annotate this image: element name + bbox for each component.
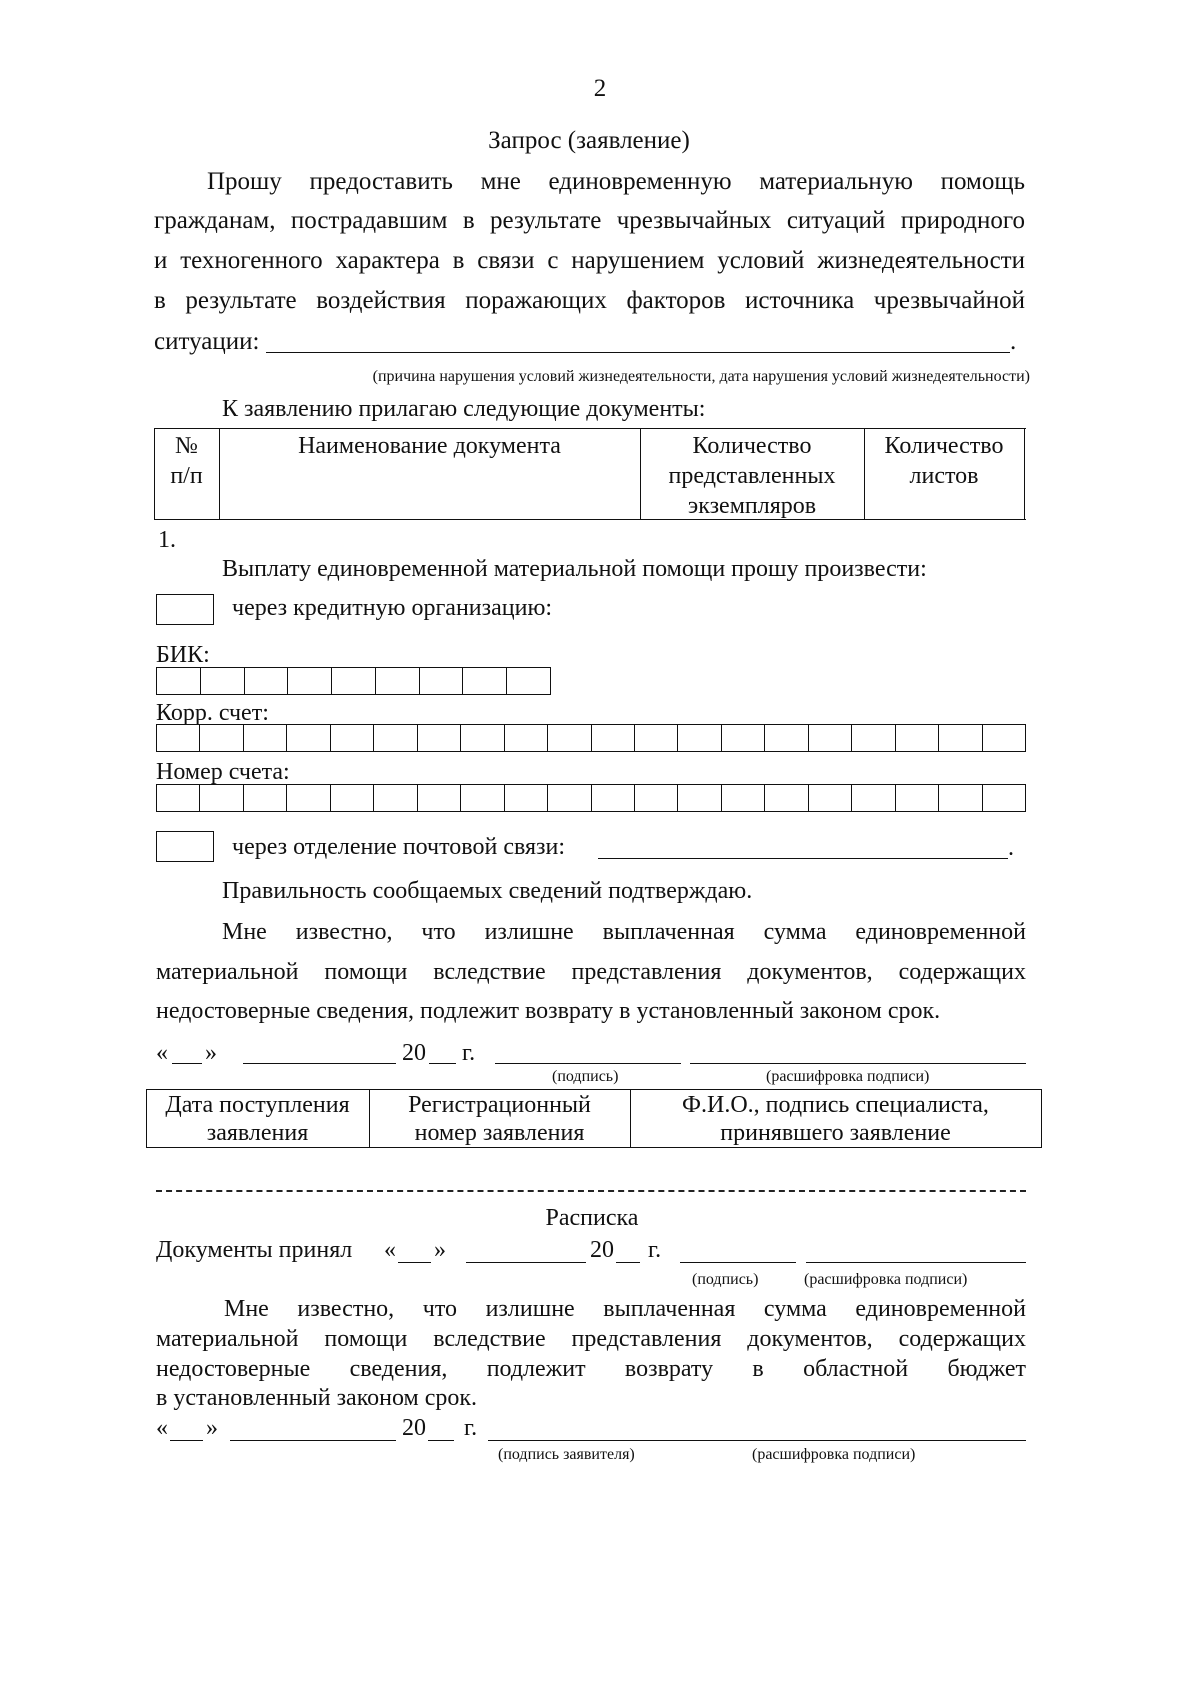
account-number-label: Номер счета: [156, 759, 290, 785]
bik-digit-cell[interactable] [420, 668, 464, 694]
account-number-digit-cell[interactable] [896, 785, 939, 811]
post-option-label: через отделение почтовой связи: [232, 834, 566, 860]
bik-digit-cell[interactable] [463, 668, 507, 694]
date-open-quote: « [156, 1040, 168, 1066]
account-number-input[interactable] [156, 784, 1026, 812]
receipt-year-input-line[interactable] [616, 1262, 640, 1263]
column-sheets-header-2: листов [909, 463, 979, 489]
corr-account-digit-cell[interactable] [765, 725, 808, 751]
column-copies-header: Количество [692, 433, 812, 459]
applicant-month-input-line[interactable] [230, 1440, 396, 1441]
signature-input-line[interactable] [495, 1063, 681, 1064]
account-number-digit-cell[interactable] [157, 785, 200, 811]
account-number-digit-cell[interactable] [635, 785, 678, 811]
corr-account-digit-cell[interactable] [418, 725, 461, 751]
date-close-quote: » [205, 1040, 217, 1066]
account-number-digit-cell[interactable] [678, 785, 721, 811]
account-number-digit-cell[interactable] [461, 785, 504, 811]
corr-account-digit-cell[interactable] [157, 725, 200, 751]
month-input-line[interactable] [243, 1063, 396, 1064]
bik-input[interactable] [156, 667, 551, 695]
cut-line [156, 1190, 1026, 1192]
corr-account-digit-cell[interactable] [461, 725, 504, 751]
bik-digit-cell[interactable] [245, 668, 289, 694]
received-date-header-2: заявления [206, 1120, 309, 1146]
account-number-digit-cell[interactable] [548, 785, 591, 811]
registration-number-header-2: номер заявления [414, 1120, 585, 1146]
registration-number-header: Регистрационный [408, 1092, 591, 1118]
received-date-header: Дата поступления [165, 1092, 350, 1118]
account-number-digit-cell[interactable] [244, 785, 287, 811]
bik-digit-cell[interactable] [507, 668, 550, 694]
intro-line-2: гражданам, пострадавшим в результате чрезвычайных ситуаций природного [154, 207, 1025, 234]
year-suffix: г. [462, 1040, 476, 1066]
receipt-date-open-quote: « [384, 1237, 396, 1263]
intro-line-4: в результате воздействия поражающих факторов источника чрезвычайной [154, 287, 1025, 314]
corr-account-digit-cell[interactable] [244, 725, 287, 751]
corr-account-digit-cell[interactable] [809, 725, 852, 751]
corr-account-digit-cell[interactable] [374, 725, 417, 751]
applicant-signature-input-line[interactable] [488, 1440, 1026, 1441]
applicant-signature-hint: (подпись заявителя) [498, 1446, 635, 1463]
warning-line-3: недостоверные сведения, подлежит возврату в установленный законом срок. [156, 998, 941, 1024]
situation-period: . [1010, 328, 1017, 355]
account-number-digit-cell[interactable] [287, 785, 330, 811]
documents-table-bottom-border [154, 519, 1026, 520]
post-office-input-line[interactable] [598, 858, 1008, 859]
first-row-number: 1. [158, 527, 176, 553]
intro-line-1: Прошу предоставить мне единовременную материальную помощь [207, 168, 1025, 195]
specialist-header-2: принявшего заявление [720, 1120, 951, 1146]
post-period: . [1008, 835, 1014, 861]
registration-table-bottom-border [146, 1147, 1042, 1148]
receipt-month-input-line[interactable] [466, 1262, 586, 1263]
year-input-line[interactable] [429, 1063, 456, 1064]
receipt-day-input-line[interactable] [398, 1262, 431, 1263]
corr-account-label: Корр. счет: [156, 700, 269, 726]
corr-account-digit-cell[interactable] [896, 725, 939, 751]
account-number-digit-cell[interactable] [592, 785, 635, 811]
applicant-year-prefix: 20 [402, 1415, 426, 1441]
account-number-digit-cell[interactable] [983, 785, 1025, 811]
account-number-digit-cell[interactable] [722, 785, 765, 811]
corr-account-digit-cell[interactable] [722, 725, 765, 751]
signature-decode-input-line[interactable] [690, 1063, 1026, 1064]
column-number-header: № [175, 433, 198, 459]
intro-line-3: и техногенного характера в связи с нарушением условий жизнедеятельности [154, 247, 1025, 274]
bik-digit-cell[interactable] [288, 668, 332, 694]
warning-line-1: Мне известно, что излишне выплаченная сумма единовременной [222, 919, 1026, 945]
receipt-warning-line-3: недостоверные сведения, подлежит возврату в областной бюджет [156, 1356, 1026, 1382]
day-input-line[interactable] [172, 1063, 202, 1064]
account-number-digit-cell[interactable] [852, 785, 895, 811]
column-document-name-header: Наименование документа [298, 433, 561, 459]
corr-account-digit-cell[interactable] [592, 725, 635, 751]
account-number-digit-cell[interactable] [418, 785, 461, 811]
column-sheets-header: Количество [884, 433, 1004, 459]
corr-account-digit-cell[interactable] [852, 725, 895, 751]
receipt-title: Расписка [545, 1205, 639, 1231]
receipt-signature-hint: (подпись) [692, 1271, 759, 1288]
corr-account-digit-cell[interactable] [287, 725, 330, 751]
account-number-digit-cell[interactable] [200, 785, 243, 811]
registration-table-top-border [146, 1089, 1042, 1090]
receipt-warning-line-4: в установленный законом срок. [156, 1385, 478, 1411]
documents-table-right-border [1024, 428, 1025, 519]
receipt-year-suffix: г. [648, 1237, 662, 1263]
decode-hint: (расшифровка подписи) [766, 1068, 930, 1085]
corr-account-digit-cell[interactable] [548, 725, 591, 751]
page-title: Запрос (заявление) [488, 127, 690, 154]
situation-hint: (причина нарушения условий жизнедеятельности, дата нарушения условий жизнедеятельности) [372, 368, 1030, 385]
payment-heading: Выплату единовременной материальной помощи прошу произвести: [222, 556, 927, 582]
confirm-text: Правильность сообщаемых сведений подтверждаю. [222, 878, 753, 904]
column-copies-header-2: представленных [668, 463, 836, 489]
receipt-year-prefix: 20 [590, 1237, 614, 1263]
column-copies-header-3: экземпляров [687, 493, 817, 519]
account-number-digit-cell[interactable] [374, 785, 417, 811]
corr-account-digit-cell[interactable] [505, 725, 548, 751]
column-number-header-sub: п/п [170, 463, 203, 489]
applicant-day-input-line[interactable] [170, 1440, 203, 1441]
bik-digit-cell[interactable] [376, 668, 420, 694]
applicant-date-open-quote: « [156, 1415, 168, 1441]
receipt-warning-line-2: материальной помощи вследствие представления документов, содержащих [156, 1326, 1026, 1352]
registration-table-right-border [1041, 1089, 1042, 1147]
bank-option-label: через кредитную организацию: [232, 595, 553, 621]
bik-digit-cell[interactable] [157, 668, 201, 694]
receipt-warning-line-1: Мне известно, что излишне выплаченная сумма единовременной [224, 1296, 1026, 1322]
receipt-label: Документы принял [156, 1237, 353, 1263]
applicant-date-close-quote: » [206, 1415, 218, 1441]
corr-account-digit-cell[interactable] [200, 725, 243, 751]
situation-label: ситуации: [154, 328, 260, 355]
bik-digit-cell[interactable] [201, 668, 245, 694]
situation-input-line[interactable] [266, 352, 1010, 353]
applicant-year-input-line[interactable] [428, 1440, 454, 1441]
receipt-date-close-quote: » [434, 1237, 446, 1263]
corr-account-input[interactable] [156, 724, 1026, 752]
account-number-digit-cell[interactable] [939, 785, 982, 811]
receipt-signature-input-line[interactable] [680, 1262, 796, 1263]
signature-hint: (подпись) [552, 1068, 619, 1085]
bik-digit-cell[interactable] [332, 668, 376, 694]
bik-label: БИК: [156, 642, 210, 668]
page-number: 2 [593, 75, 607, 102]
corr-account-digit-cell[interactable] [939, 725, 982, 751]
account-number-digit-cell[interactable] [331, 785, 374, 811]
account-number-digit-cell[interactable] [809, 785, 852, 811]
corr-account-digit-cell[interactable] [635, 725, 678, 751]
corr-account-digit-cell[interactable] [983, 725, 1025, 751]
year-prefix: 20 [402, 1040, 426, 1066]
applicant-decode-hint: (расшифровка подписи) [752, 1446, 916, 1463]
specialist-header: Ф.И.О., подпись специалиста, [682, 1092, 989, 1118]
applicant-year-suffix: г. [464, 1415, 478, 1441]
corr-account-digit-cell[interactable] [678, 725, 721, 751]
account-number-digit-cell[interactable] [765, 785, 808, 811]
account-number-digit-cell[interactable] [505, 785, 548, 811]
post-option-checkbox[interactable] [156, 831, 214, 862]
receipt-decode-hint: (расшифровка подписи) [804, 1271, 968, 1288]
warning-line-2: материальной помощи вследствие представления документов, содержащих [156, 959, 1026, 985]
documents-table-top-border [154, 428, 1026, 429]
attachments-heading: К заявлению прилагаю следующие документы: [222, 396, 706, 422]
corr-account-digit-cell[interactable] [331, 725, 374, 751]
receipt-decode-input-line[interactable] [806, 1262, 1026, 1263]
bank-option-checkbox[interactable] [156, 594, 214, 625]
